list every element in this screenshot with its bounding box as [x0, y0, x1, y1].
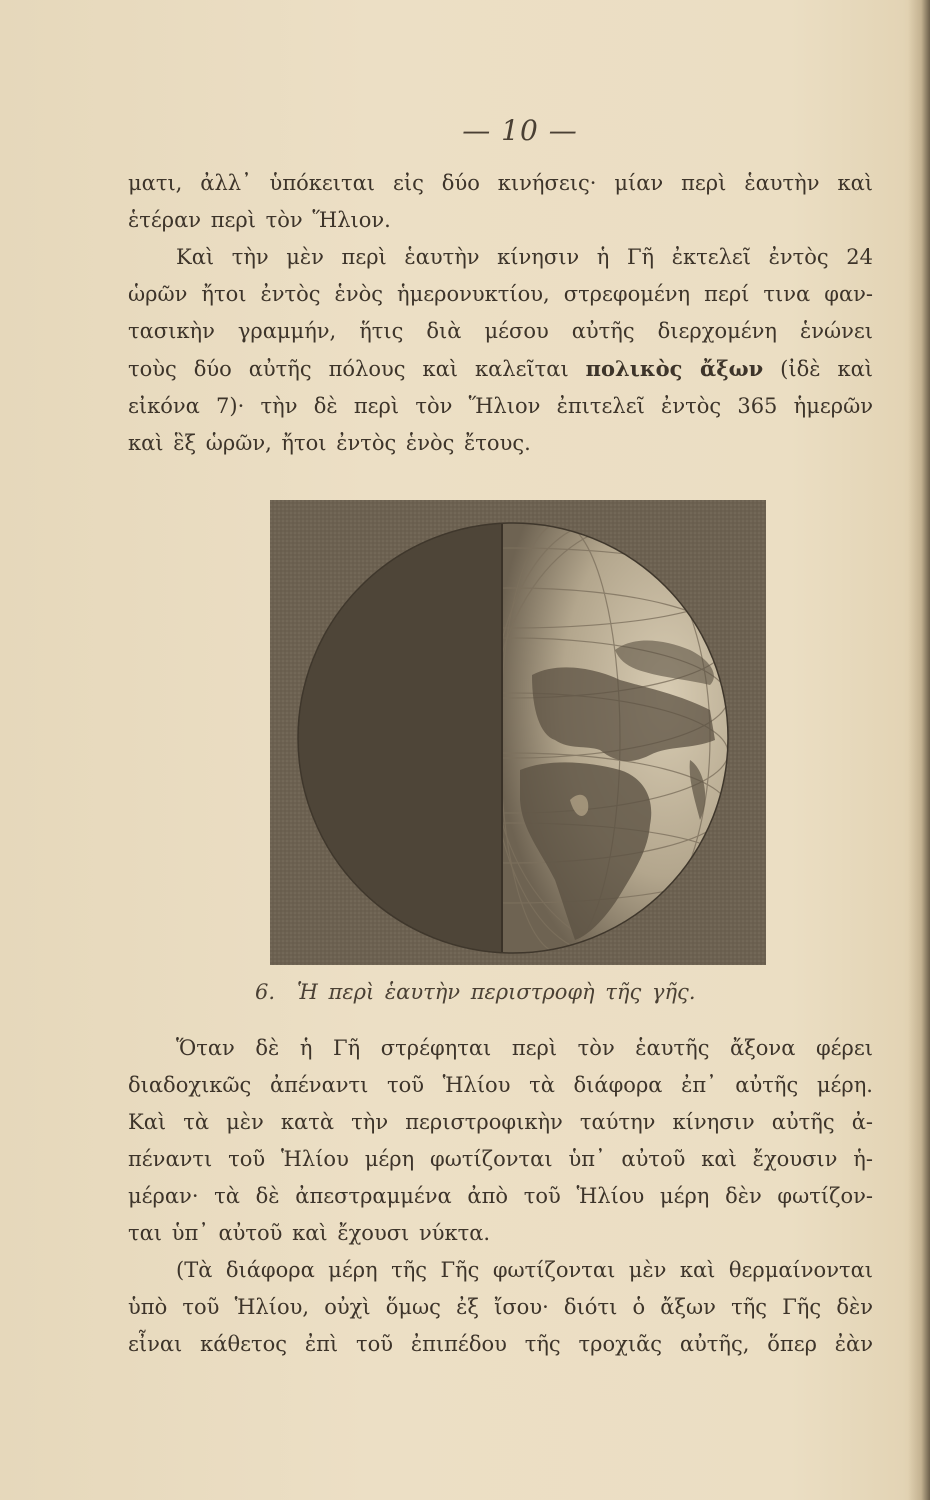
page-edge-shadow [908, 0, 930, 1500]
text-line: ἑτέραν περὶ τὸν Ἥλιον. [128, 208, 391, 232]
globe-illustration-icon [270, 500, 766, 965]
text-fragment: (ἰδὲ καὶ [763, 357, 873, 381]
globe-figure [270, 500, 766, 965]
text-line: Καὶ τὴν μὲν περὶ ἑαυτὴν κίνησιν ἡ Γῆ ἐκτελεῖ ἐντὸς 24 [176, 245, 873, 269]
text-line: μέραν· τὰ δὲ ἀπεστραμμένα ἀπὸ τοῦ Ἡλίου μέρη δὲν φωτίζον- [128, 1184, 873, 1208]
text-line: εἶναι κάθετος ἐπὶ τοῦ ἐπιπέδου τῆς τροχιᾶς αὐτῆς, ὅπερ ἐὰν [128, 1332, 873, 1356]
lower-text [128, 1030, 873, 1363]
text-line-with-term [128, 350, 873, 388]
text-line: διαδοχικῶς ἀπέναντι τοῦ Ἡλίου τὰ διάφορα ἐπ᾽ αὐτῆς μέρη. [128, 1073, 873, 1097]
figure-caption [255, 980, 815, 1004]
text-line: ὑπὸ τοῦ Ἡλίου, οὐχὶ ὅμως ἐξ ἴσου· διότι ὁ ἄξων τῆς Γῆς δὲν [128, 1295, 873, 1319]
text-line: ὡρῶν ἤτοι ἐντὸς ἑνὸς ἡμερονυκτίου, στρεφομένη περί τινα φαν- [128, 282, 873, 306]
text-line: τασικὴν γραμμήν, ἥτις διὰ μέσου αὐτῆς διερχομένη ἑνώνει [128, 319, 873, 343]
text-line: Ὅταν δὲ ἡ Γῆ στρέφηται περὶ τὸν ἑαυτῆς ἄξονα φέρει [176, 1036, 873, 1060]
text-line: (Τὰ διάφορα μέρη τῆς Γῆς φωτίζονται μὲν καὶ θερμαίνονται [176, 1258, 873, 1282]
text-line: εἰκόνα 7)· τὴν δὲ περὶ τὸν Ἥλιον ἐπιτελεῖ ἐντὸς 365 ἡμερῶν [128, 394, 873, 418]
text-line: καὶ ἓξ ὡρῶν, ἤτοι ἐντὸς ἑνὸς ἔτους. [128, 431, 531, 455]
upper-text [128, 165, 873, 462]
text-line: ται ὑπ᾽ αὐτοῦ καὶ ἔχουσι νύκτα. [128, 1221, 491, 1245]
page-number: — 10 — [462, 114, 578, 147]
text-line: πέναντι τοῦ Ἡλίου μέρη φωτίζονται ὑπ᾽ αὐτοῦ καὶ ἔχουσιν ἡ- [128, 1147, 873, 1171]
polar-axis-term: πολικὸς ἄξων [585, 356, 764, 381]
figure-caption-text: Ἡ περὶ ἑαυτὴν περιστροφὴ τῆς γῆς. [297, 980, 696, 1004]
text-line: Καὶ τὰ μὲν κατὰ τὴν περιστροφικὴν ταύτην κίνησιν αὐτῆς ἀ- [128, 1110, 873, 1134]
figure-number: 6. [255, 980, 276, 1004]
text-line: ματι, ἀλλ᾽ ὑπόκειται εἰς δύο κινήσεις· μίαν περὶ ἑαυτὴν καὶ [128, 171, 873, 195]
text-fragment: τοὺς δύο αὐτῆς πόλους καὶ καλεῖται [128, 357, 586, 381]
